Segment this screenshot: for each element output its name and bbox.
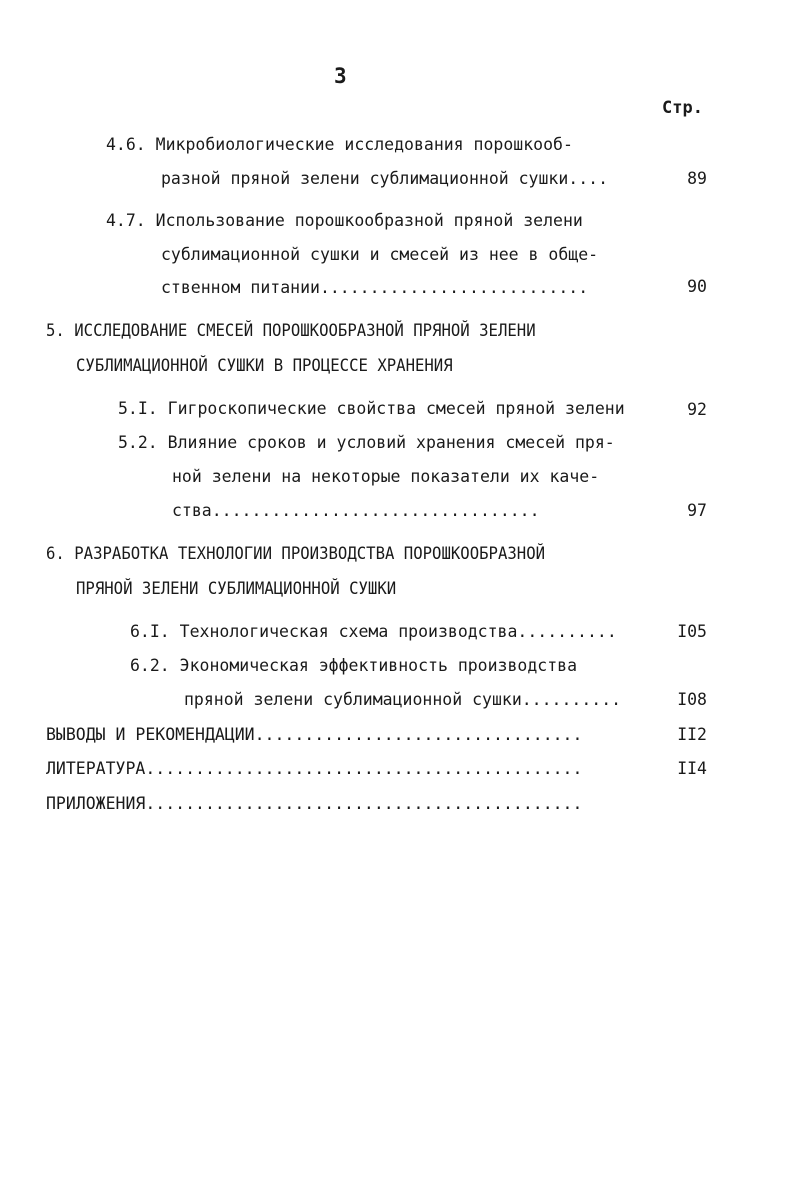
toc-page-number: 90 — [687, 277, 707, 296]
toc-entry-text: 6.I. Технологическая схема производства.......... — [130, 622, 617, 641]
toc-entry-text: 4.7. Использование порошкообразной пряной зелени — [106, 211, 583, 230]
toc-entry-text: ЛИТЕРАТУРА............................................ — [46, 759, 583, 778]
toc-entry-text: ной зелени на некоторые показатели их каче- — [172, 467, 600, 486]
toc-page-number: I08 — [677, 690, 707, 709]
toc-section-title: 5. ИССЛЕДОВАНИЕ СМЕСЕЙ ПОРОШКООБРАЗНОЙ ПРЯНОЙ ЗЕЛЕНИ — [46, 321, 536, 341]
toc-entry-text: 4.6. Микробиологические исследования порошкооб- — [106, 135, 573, 154]
page-number: 3 — [334, 64, 347, 88]
toc-entry-text: ПРИЛОЖЕНИЯ............................................ — [46, 794, 583, 813]
toc-entry-text: ства................................. — [172, 501, 540, 520]
toc-section-title: 6. РАЗРАБОТКА ТЕХНОЛОГИИ ПРОИЗВОДСТВА ПОРОШКООБРАЗНОЙ — [46, 544, 546, 564]
toc-section-title: СУБЛИМАЦИОННОЙ СУШКИ В ПРОЦЕССЕ ХРАНЕНИЯ — [76, 356, 453, 376]
toc-page-number: 97 — [687, 501, 707, 520]
toc-section-title: ПРЯНОЙ ЗЕЛЕНИ СУБЛИМАЦИОННОЙ СУШКИ — [76, 579, 397, 599]
toc-page-number: II2 — [677, 725, 707, 744]
toc-entry-text: 5.2. Влияние сроков и условий хранения смесей пря- — [118, 433, 615, 452]
toc-entry-text: разной пряной зелени сублимационной сушки.... — [161, 169, 609, 188]
toc-entry-text: 5.I. Гигроскопические свойства смесей пряной зелени — [118, 399, 625, 418]
toc-entry-text: пряной зелени сублимационной сушки.......... — [184, 690, 622, 709]
toc-page-number: I05 — [677, 622, 707, 641]
toc-entry-text: 6.2. Экономическая эффективность производства — [130, 656, 578, 675]
toc-entry-text: сублимационной сушки и смесей из нее в обще- — [161, 245, 599, 264]
toc-page-number: 92 — [687, 400, 707, 419]
toc-entry-text: ВЫВОДЫ И РЕКОМЕНДАЦИИ................................. — [46, 725, 583, 744]
page-column-header: Стр. — [662, 98, 703, 118]
toc-page-number: 89 — [687, 169, 707, 188]
toc-entry-text: ственном питании........................... — [161, 278, 589, 297]
toc-page-number: II4 — [677, 759, 707, 778]
